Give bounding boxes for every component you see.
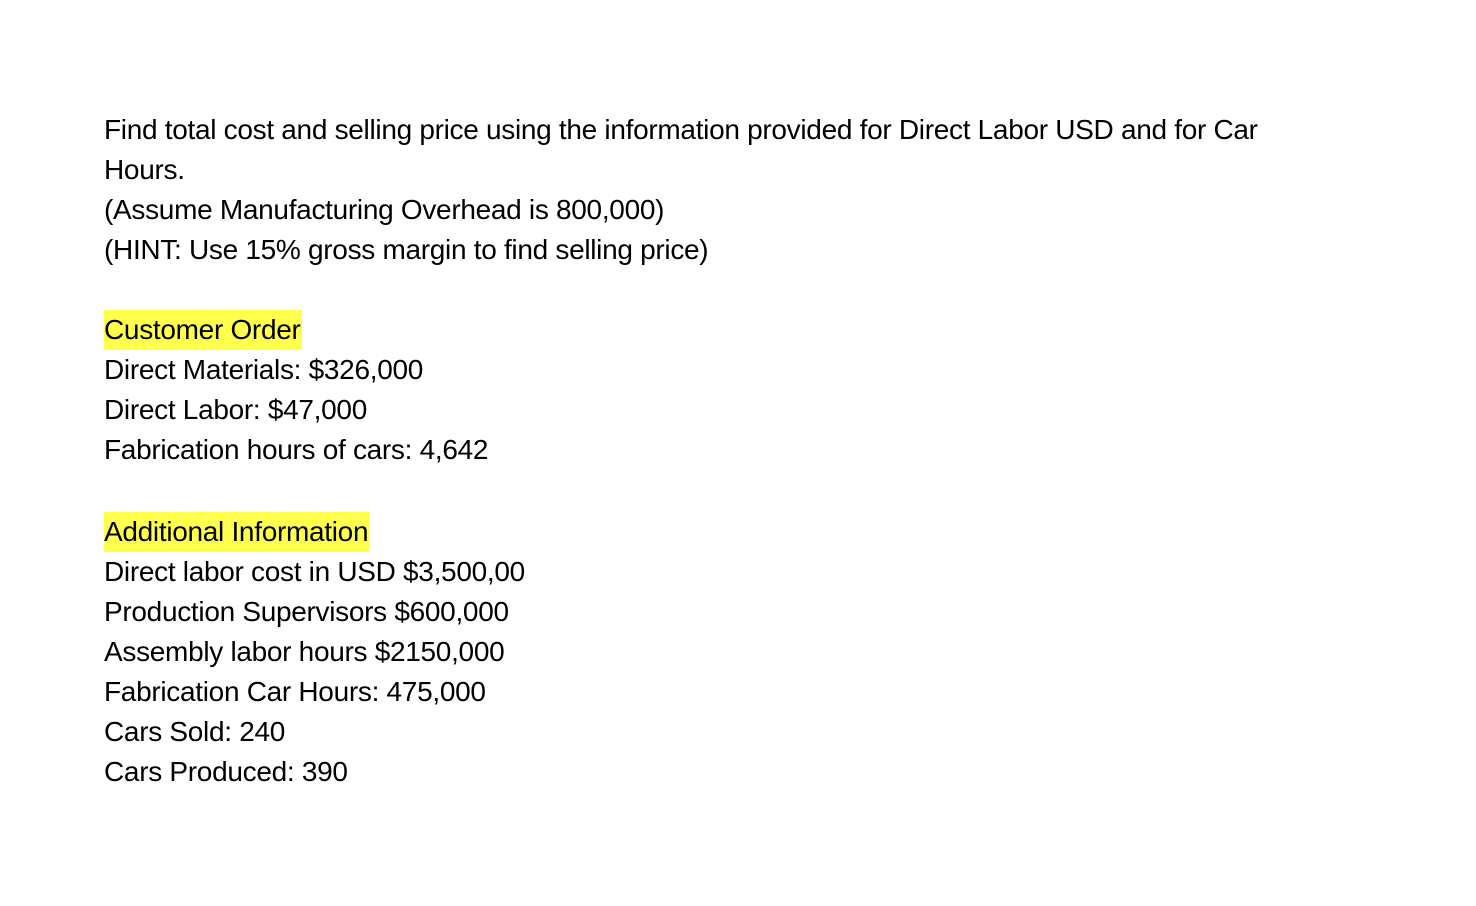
customer-order-item: Direct Materials: $326,000 [104, 354, 424, 385]
intro-line-2: Hours. [104, 154, 185, 185]
customer-order-item: Fabrication hours of cars: 4,642 [104, 434, 489, 465]
customer-order-item: Direct Labor: $47,000 [104, 394, 367, 425]
assume-note: (Assume Manufacturing Overhead is 800,000) [104, 194, 665, 225]
additional-info-item: Assembly labor hours $2150,000 [104, 636, 505, 667]
customer-order-heading-row [104, 310, 1404, 350]
spacer [104, 270, 1404, 310]
customer-order-heading: Customer Order [104, 310, 302, 350]
additional-info-heading: Additional Information [104, 512, 369, 552]
additional-info-item: Production Supervisors $600,000 [104, 596, 509, 627]
document-body [104, 110, 1404, 792]
intro-line-1: Find total cost and selling price using the information provided for Direct Labor USD and for Car [104, 114, 1258, 145]
additional-info-item: Fabrication Car Hours: 475,000 [104, 676, 486, 707]
additional-info-item: Cars Sold: 240 [104, 716, 286, 747]
additional-info-item: Cars Produced: 390 [104, 756, 348, 787]
hint-note: (HINT: Use 15% gross margin to find selling price) [104, 234, 709, 265]
spacer [104, 470, 1404, 512]
additional-info-heading-row [104, 512, 1404, 552]
additional-info-item: Direct labor cost in USD $3,500,00 [104, 556, 525, 587]
